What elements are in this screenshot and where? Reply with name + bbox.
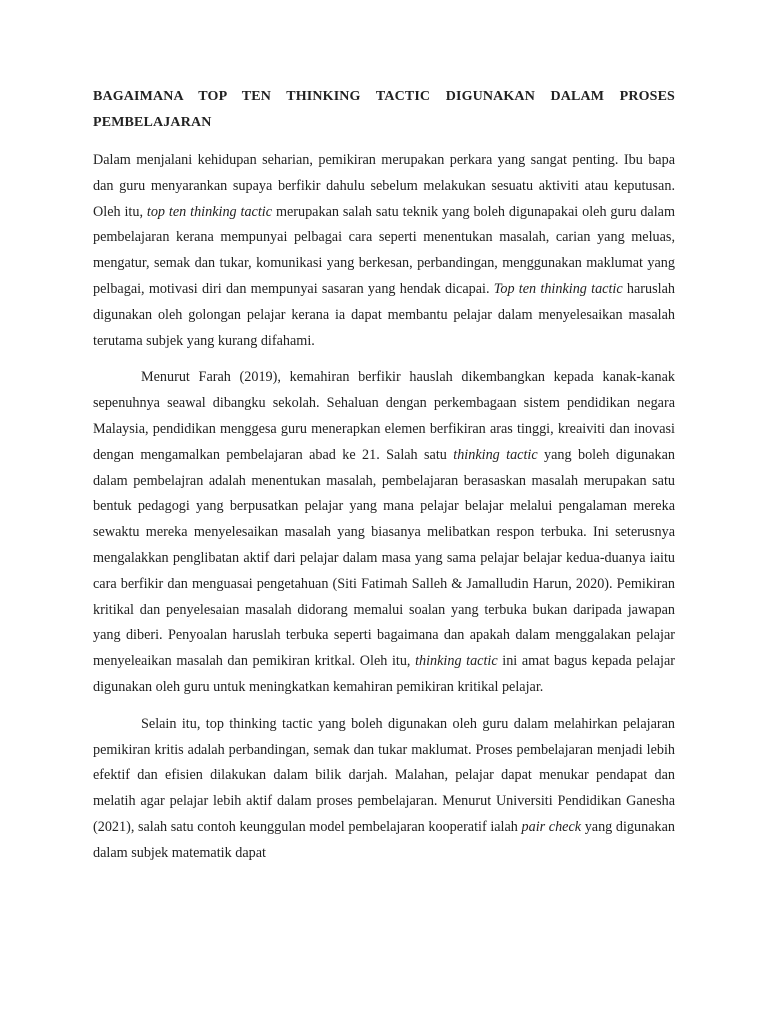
paragraph-3-text-1: Selain itu, top thinking tactic yang boleh digunakan oleh guru dalam melahirkan pelajaran pemikiran kritis adalah perbandingan, semak dan tukar maklumat. Proses pembelajaran menjadi lebih efektif dan efisien dilakukan dalam bilik darjah. Malahan, pelajar dapat menukar pendapat dan melatih agar pelajar lebih aktif dalam proses pembelajaran. Menurut Universiti Pendidikan Ganesha (2021), salah satu contoh keunggulan model pembelajaran kooperatif ialah: [93, 715, 675, 835]
paragraph-2-text-2: yang boleh digunakan dalam pembelajran adalah menentukan masalah, pembelajaran berasaskan masalah merupakan satu bentuk pedagogi yang berpusatkan pelajar yang mana pelajar belajar melalui pengalaman mereka sewaktu mereka menyelesaikan masalah yang biasanya melibatkan respon terbuka. Ini seterusnya mengalakkan penglibatan aktif dari pelajar dalam masa yang sama pelajar belajar kedua-duanya iaitu cara berfikir dan menguasai pengetahuan (Siti Fatimah Salleh & Jamalludin Harun, 2020). Pemikiran kritikal dan penyelesaian masalah didorang memalui soalan yang terbuka bukan daripada jawapan yang diberi. Penyoalan haruslah terbuka seperti bagaimana dan apakah dalam menggalakan pelajar menyeleaikan masalah dan pemikiran kritkal. Oleh itu,: [93, 446, 675, 670]
document-page: [93, 84, 675, 878]
paragraph-1-text-2: merupakan salah satu teknik yang boleh digunapakai oleh guru dalam pembelajaran kerana mempunyai pelbagai cara seperti menentukan masalah, carian yang meluas, mengatur, semak dan tukar, komunikasi yang berkesan, perbandingan, menggunakan maklumat yang pelbagai, motivasi diri dan mempunyai sasaran yang hendak dicapai.: [93, 203, 675, 297]
paragraph-1-italic-2: Top ten thinking tactic: [493, 280, 623, 297]
paragraph-1-text-3: haruslah digunakan oleh golongan pelajar kerana ia dapat membantu pelajar dalam menyelesaikan masalah terutama subjek yang kurang difahami.: [93, 280, 675, 349]
paragraph-1-italic-1: top ten thinking tactic: [146, 203, 273, 220]
paragraph-2-italic-2: thinking tactic: [415, 653, 498, 670]
paragraph-2: [93, 365, 675, 700]
paragraph-1-text-1: Dalam menjalani kehidupan seharian, pemikiran merupakan perkara yang sangat penting. Ibu bapa dan guru menyarankan supaya berfikir dahulu sebelum melakukan sesuatu aktiviti atau keputusan. Oleh itu,: [93, 152, 675, 220]
paragraph-1: [93, 148, 675, 354]
paragraph-2-text-3: ini amat bagus kepada pelajar digunakan oleh guru untuk meningkatkan kemahiran pemikiran kritikal pelajar.: [93, 653, 676, 695]
paragraph-2-text-1: Menurut Farah (2019), kemahiran berfikir hauslah dikembangkan kepada kanak-kanak sepenuhnya seawal dibangku sekolah. Sehaluan dengan perkembagaan sistem pendidikan negara Malaysia, pendidikan menggesa guru menerapkan elemen berfikiran aras tinggi, kreaiviti dan inovasi dengan mengamalkan pembelajaran abad ke 21. Salah satu: [93, 369, 675, 463]
document-title: BAGAIMANA TOP TEN THINKING TACTIC DIGUNAKAN DALAM PROSES PEMBELAJARAN: [93, 89, 675, 130]
paragraph-3-italic-1: pair check: [521, 818, 582, 835]
paragraph-2-italic-1: thinking tactic: [453, 446, 538, 463]
paragraph-3: [93, 712, 675, 867]
paragraph-3-text-2: yang digunakan dalam subjek matematik dapat: [93, 818, 675, 861]
